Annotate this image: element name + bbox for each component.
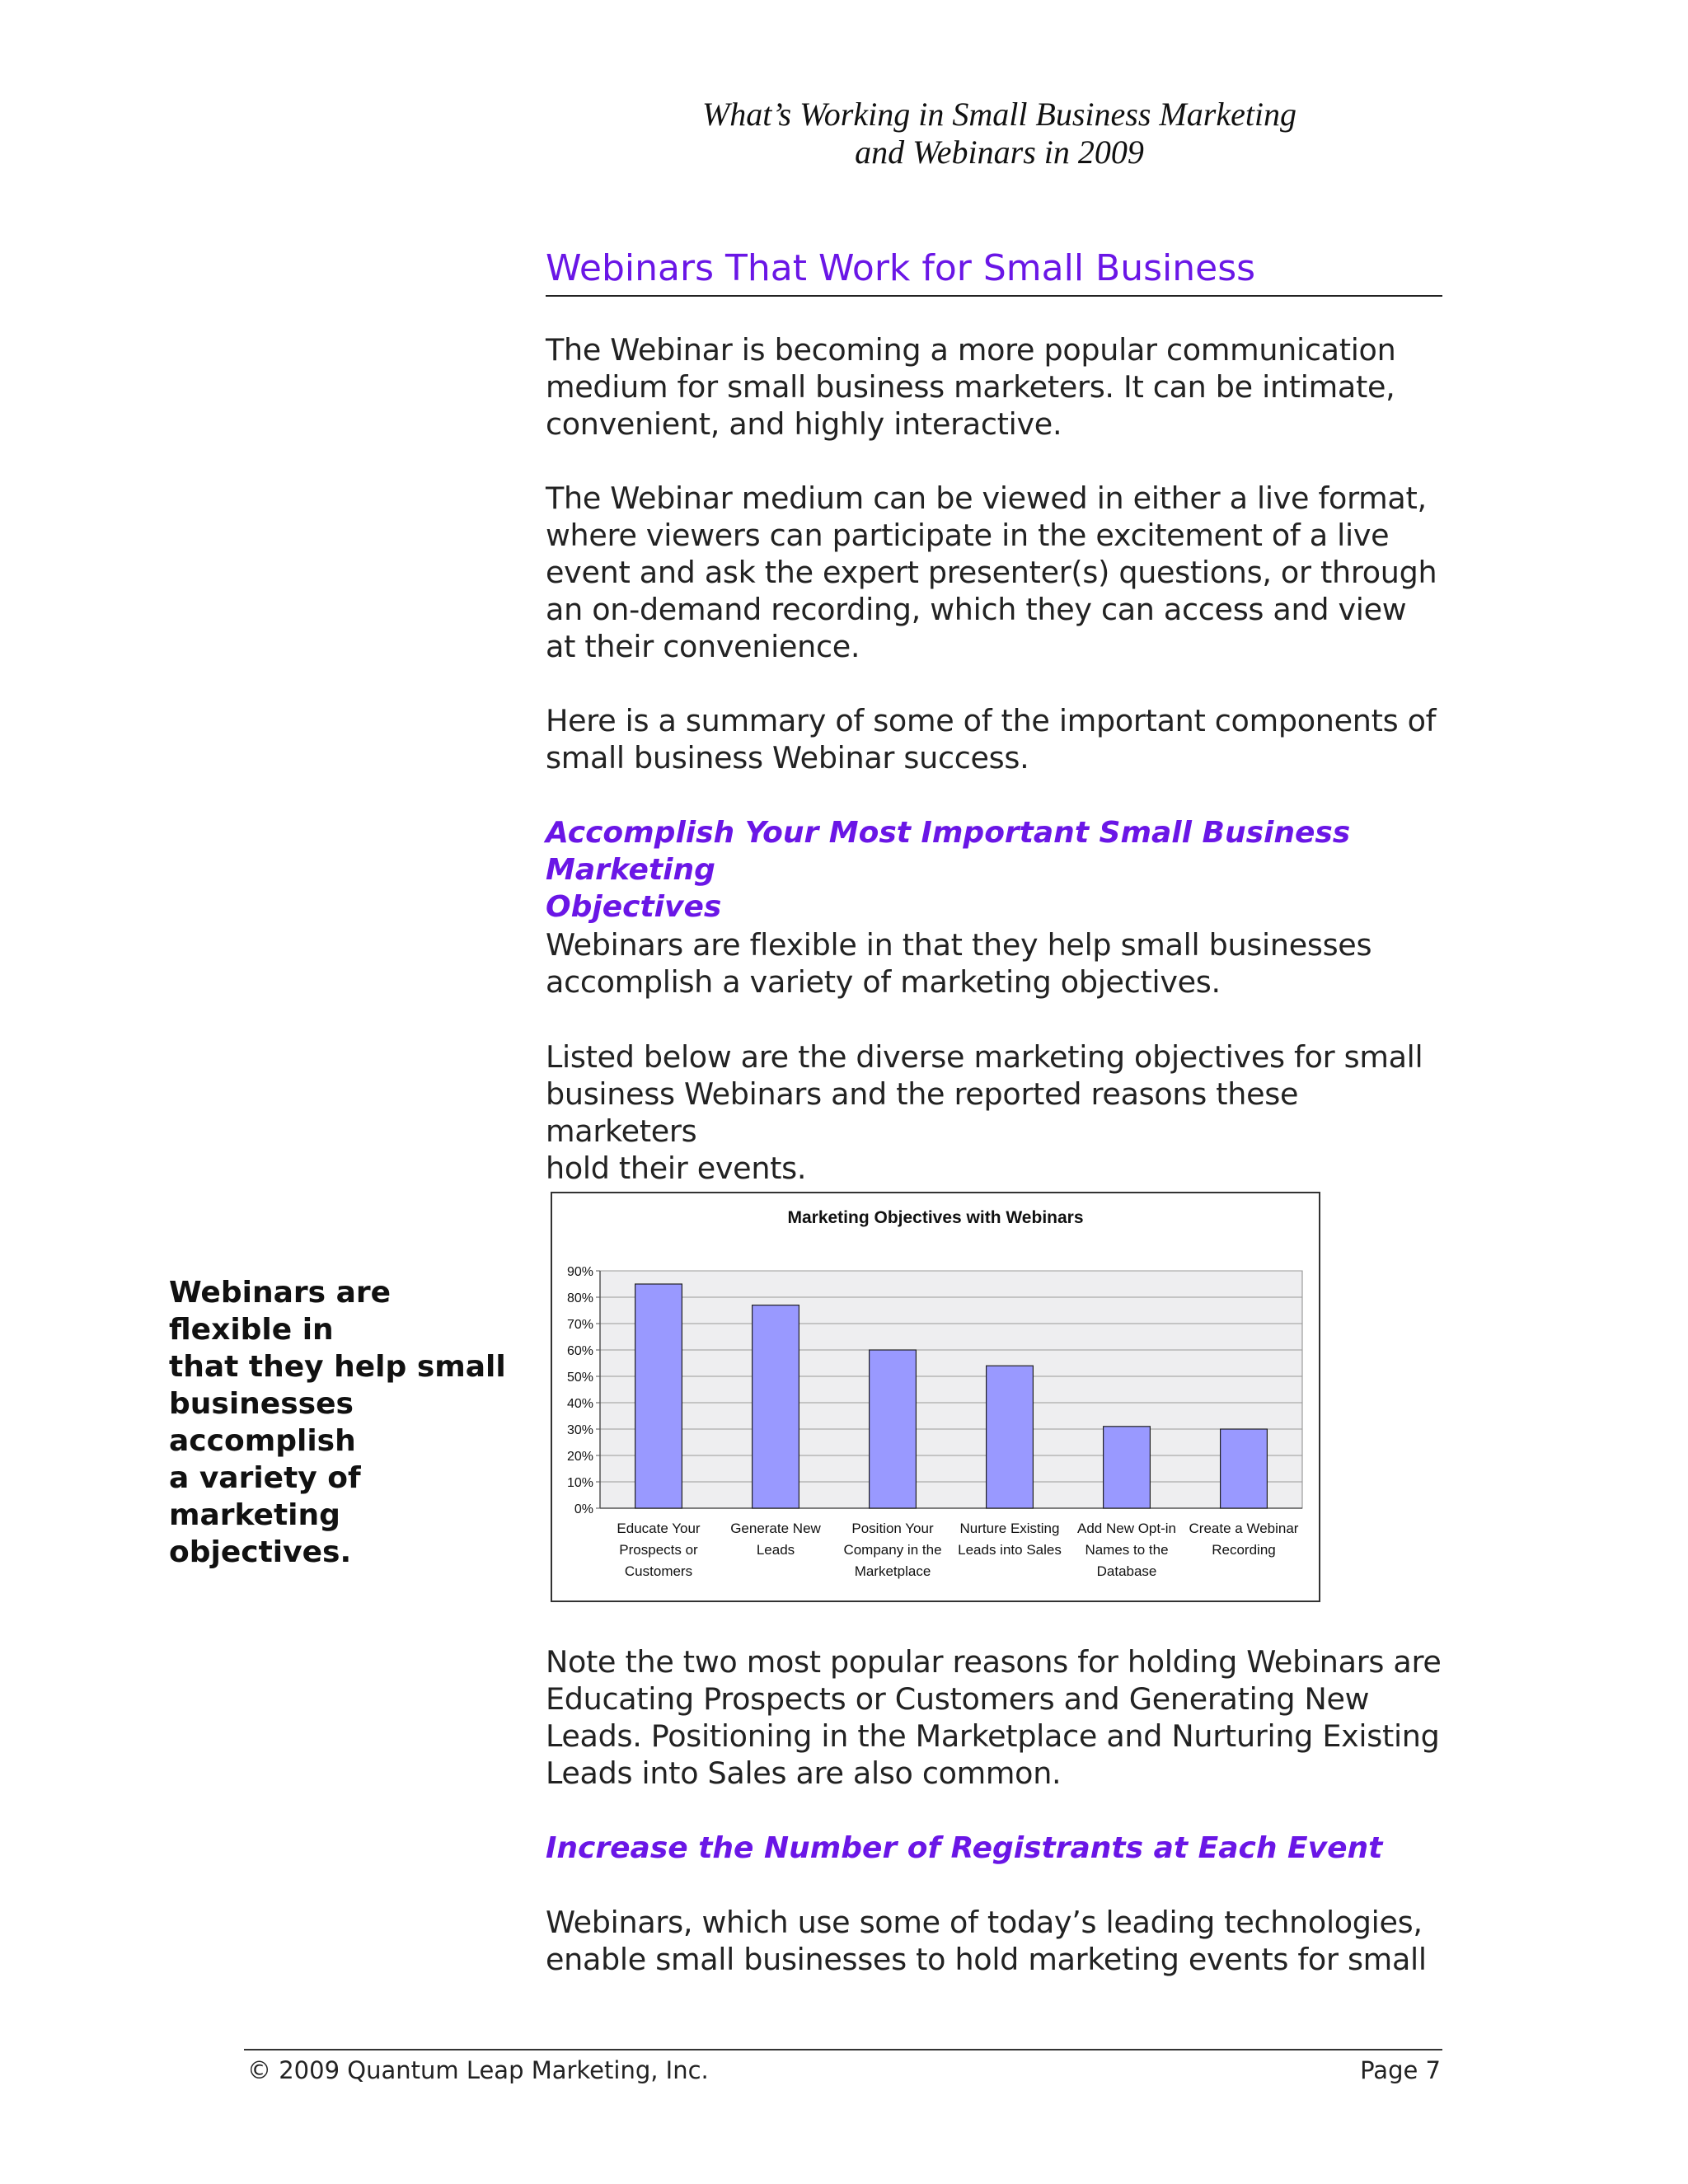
running-header xyxy=(0,96,1688,171)
chart-y-tick-label: 20% xyxy=(566,1450,593,1464)
chart-x-tick-label: Nurture Existing Leads into Sales xyxy=(958,1521,1062,1558)
section-title: Webinars That Work for Small Business xyxy=(546,244,1442,297)
paragraph-formats: The Webinar medium can be viewed in either a live format, where viewers can participate in the excitement of a live event and ask the expert presenter(s) questions, or through an on-demand recording, which they can access and view at their convenience. xyxy=(546,480,1437,664)
chart-bar xyxy=(1221,1429,1268,1508)
chart-y-tick-label: 50% xyxy=(566,1371,593,1385)
paragraph-note-popular: Note the two most popular reasons for holding Webinars are Educating Prospects or Customers and Generating New Leads. Positioning in the Marketplace and Nurturing Existing Leads into Sales are also common. xyxy=(546,1644,1442,1791)
chart-bar xyxy=(987,1366,1034,1508)
chart-canvas xyxy=(552,1193,1319,1601)
chart-y-tick-label: 60% xyxy=(566,1344,593,1358)
footer-page-number: Page 7 xyxy=(1360,2056,1441,2084)
chart-y-tick-label: 70% xyxy=(566,1318,593,1332)
chart-x-tick-label: Add New Opt-in Names to the Database xyxy=(1077,1521,1176,1579)
footer-rule xyxy=(244,2049,1442,2050)
paragraph-technologies: Webinars, which use some of today’s leading technologies, enable small businesses to hold marketing events for small xyxy=(546,1905,1427,1977)
footer-copyright: © 2009 Quantum Leap Marketing, Inc. xyxy=(247,2056,709,2084)
chart-y-tick-label: 10% xyxy=(566,1476,593,1490)
chart-y-tick-label: 90% xyxy=(566,1265,593,1279)
paragraph-flexible: Webinars are flexible in that they help small businesses accomplish a variety of marketing objectives. xyxy=(546,927,1372,1000)
chart-y-tick-label: 80% xyxy=(566,1291,593,1305)
marketing-objectives-chart xyxy=(551,1192,1320,1602)
chart-title: Marketing Objectives with Webinars xyxy=(787,1208,1084,1227)
chart-x-tick-label: Educate Your Prospects or Customers xyxy=(617,1521,701,1579)
chart-y-tick-label: 0% xyxy=(574,1502,593,1516)
chart-plot-area xyxy=(600,1271,1302,1508)
chart-y-tick-label: 40% xyxy=(566,1397,593,1411)
paragraph-listed-below: Listed below are the diverse marketing objectives for small business Webinars and the reported reasons these marketers hold their events. xyxy=(546,1039,1423,1186)
subheading-registrants: Increase the Number of Registrants at Each Event xyxy=(546,1831,1383,1865)
chart-y-tick-label: 30% xyxy=(566,1423,593,1437)
chart-x-tick-label: Position Your Company in the Marketplace xyxy=(843,1521,942,1579)
pull-quote: Webinars are flexible in that they help small businesses accomplish a variety of marketing objectives. xyxy=(169,1276,506,1569)
paragraph-summary: Here is a summary of some of the important components of small business Webinar success. xyxy=(546,703,1437,776)
chart-bar xyxy=(870,1350,917,1508)
chart-bar xyxy=(753,1305,799,1508)
paragraph-intro: The Webinar is becoming a more popular communication medium for small business marketers. It can be intimate, convenient, and highly interactive. xyxy=(546,332,1396,442)
chart-x-tick-label: Generate New Leads xyxy=(730,1521,821,1558)
chart-bar xyxy=(635,1284,682,1508)
running-header-line-2: and Webinars in 2009 xyxy=(855,134,1144,171)
subheading-objectives: Accomplish Your Most Important Small Business Marketing Objectives xyxy=(546,816,1351,924)
chart-bar xyxy=(1104,1427,1151,1508)
chart-x-tick-label: Create a Webinar Recording xyxy=(1189,1521,1299,1558)
running-header-line-1: What’s Working in Small Business Marketing xyxy=(701,96,1297,133)
